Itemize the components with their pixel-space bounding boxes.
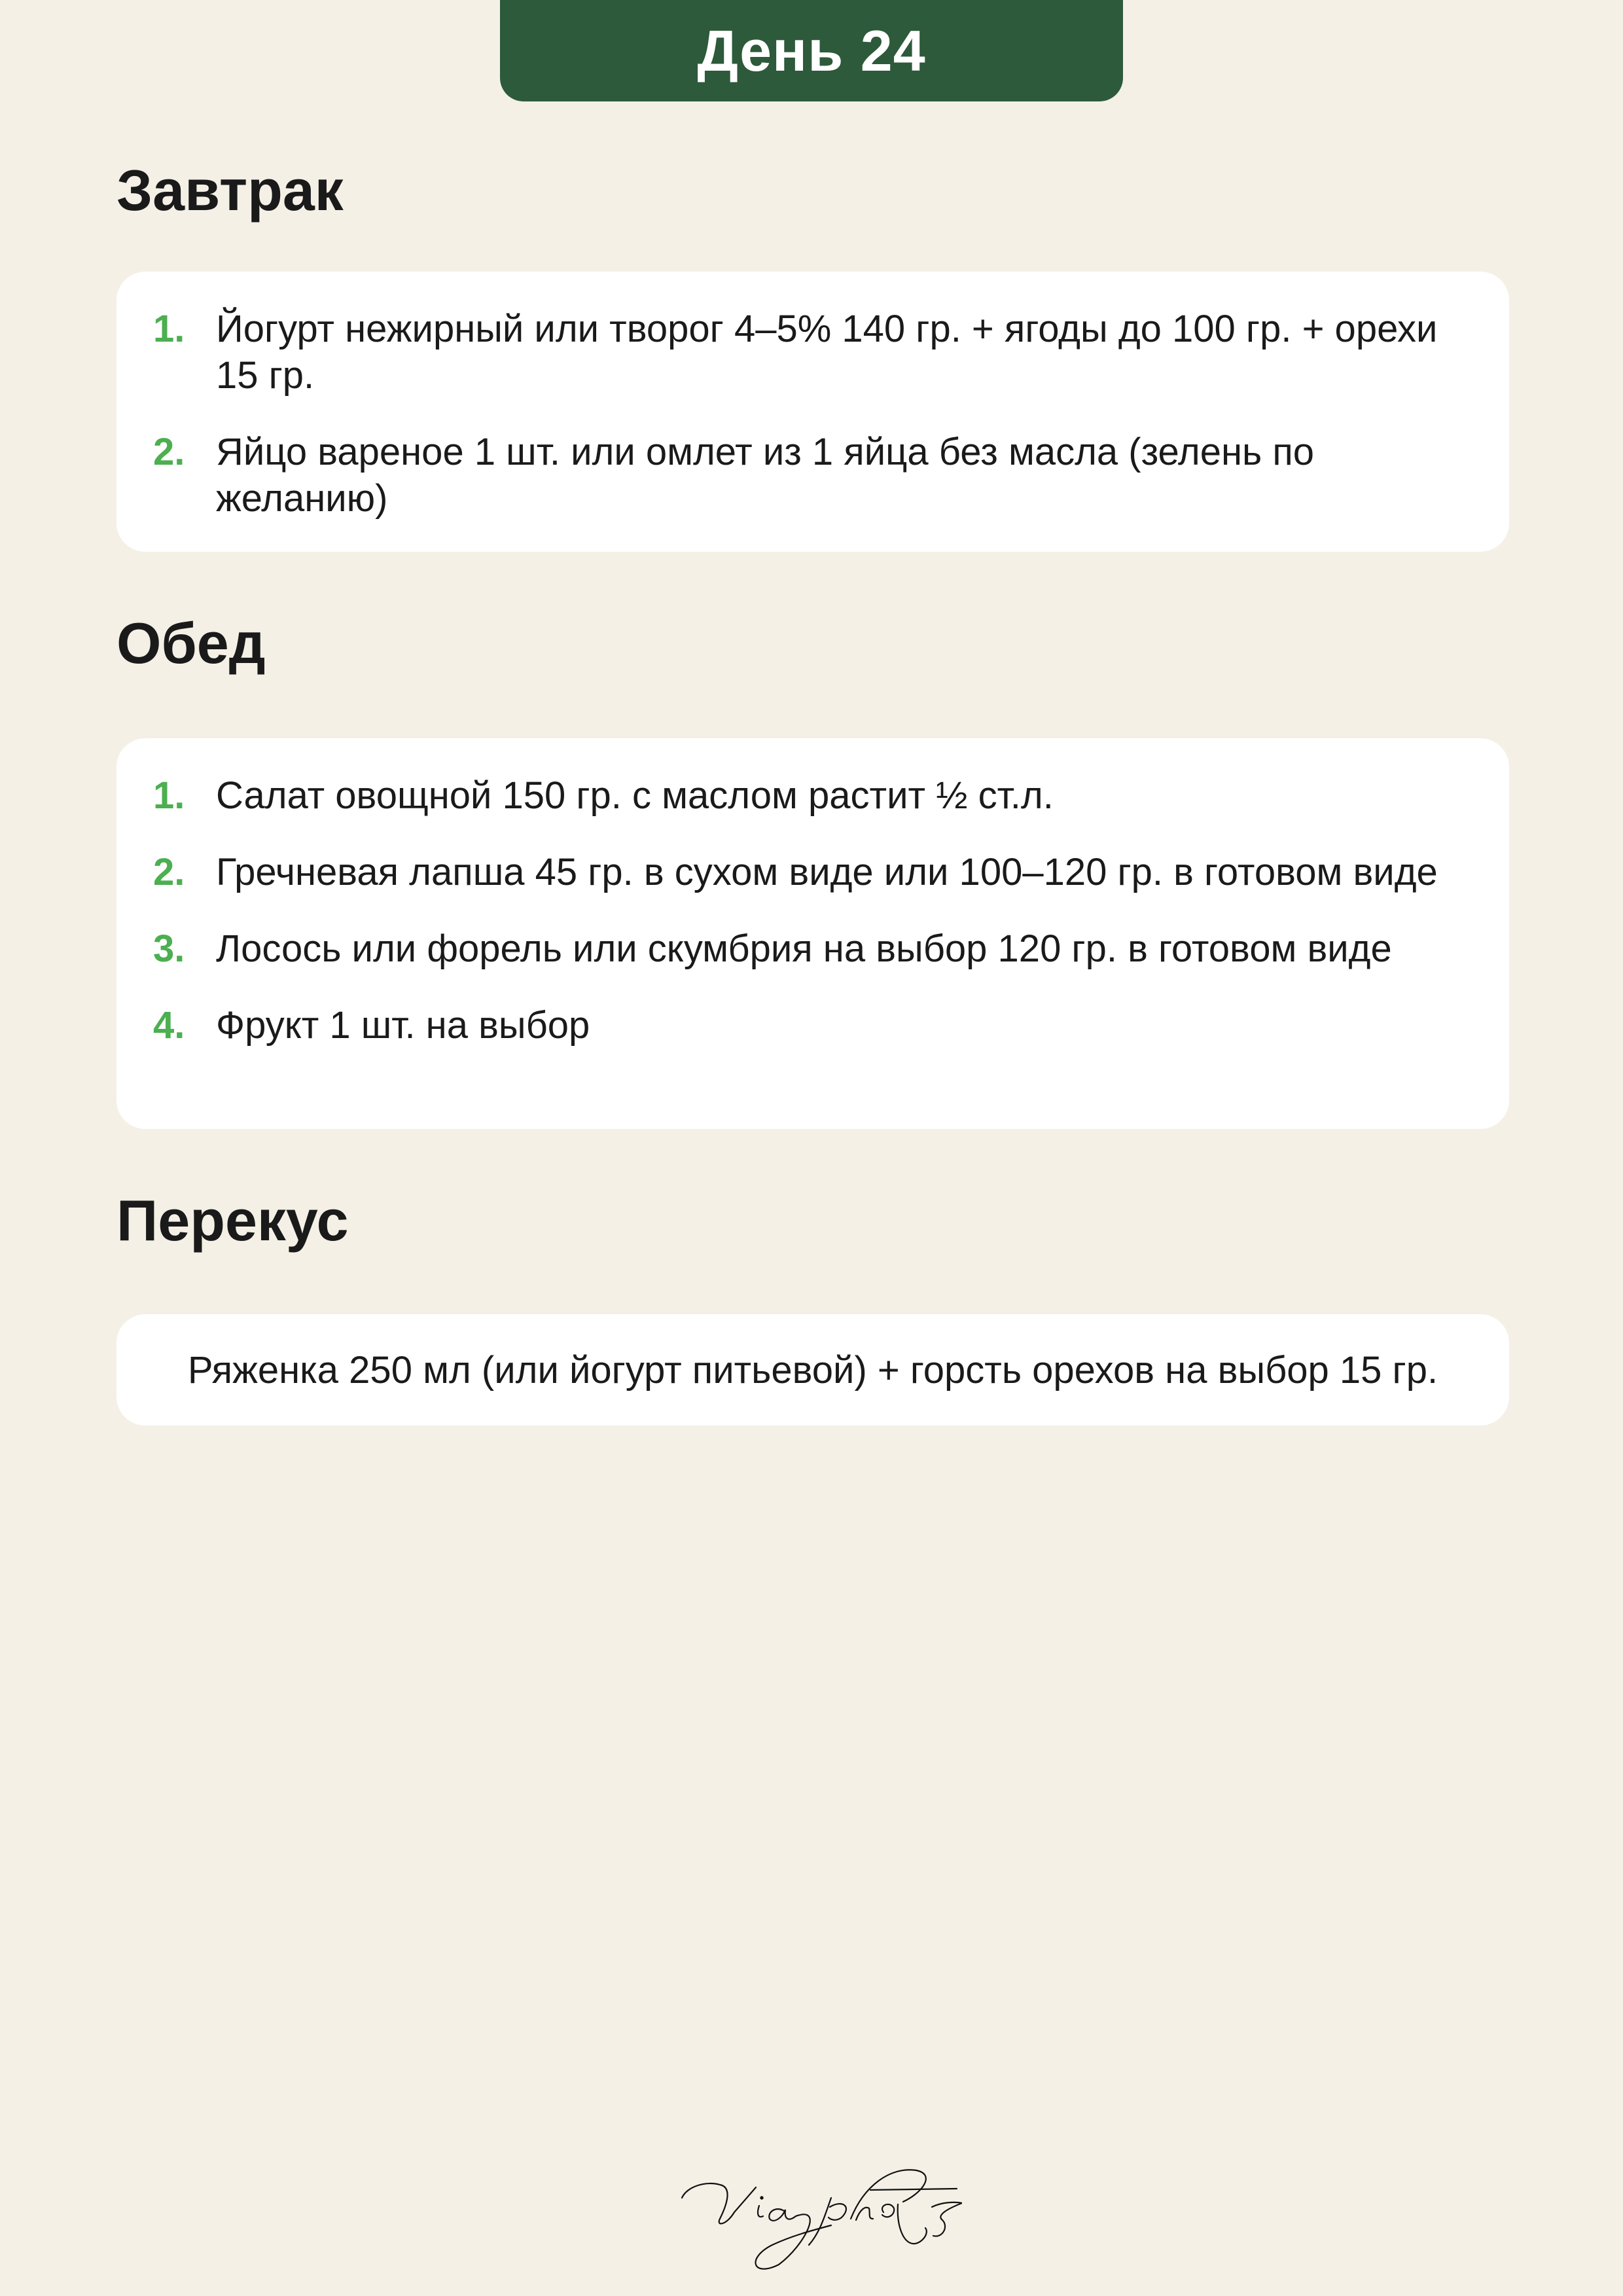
breakfast-list xyxy=(116,306,1509,522)
snack-text: Ряженка 250 мл (или йогурт питьевой) + горсть орехов на выбор 15 гр. xyxy=(187,1348,1438,1391)
breakfast-card xyxy=(116,272,1509,552)
item-number: 4. xyxy=(153,1004,185,1047)
lunch-list xyxy=(116,772,1509,1049)
day-badge xyxy=(500,0,1123,101)
section-title-snack: Перекус xyxy=(116,1188,349,1253)
item-number: 1. xyxy=(153,774,185,817)
item-text: Салат овощной 150 гр. с маслом растит ½ ст.л. xyxy=(216,774,1054,817)
item-text: Яйцо вареное 1 шт. или омлет из 1 яйца без масла (зелень по желанию) xyxy=(216,431,1315,520)
item-text: Гречневая лапша 45 гр. в сухом виде или 100–120 гр. в готовом виде xyxy=(216,851,1438,893)
list-item xyxy=(116,772,1509,819)
item-text: Лосось или форель или скумбрия на выбор 120 гр. в готовом виде xyxy=(216,927,1392,970)
lunch-card xyxy=(116,738,1509,1129)
item-number: 2. xyxy=(153,431,185,473)
item-text: Фрукт 1 шт. на выбор xyxy=(216,1004,590,1047)
item-number: 1. xyxy=(153,308,185,350)
list-item xyxy=(116,925,1509,972)
item-number: 3. xyxy=(153,927,185,970)
day-label: День 24 xyxy=(697,18,926,83)
signature-logo-icon xyxy=(674,2147,962,2271)
snack-card xyxy=(116,1314,1509,1426)
list-item xyxy=(116,849,1509,895)
section-title-lunch: Обед xyxy=(116,611,266,675)
list-item xyxy=(116,306,1509,399)
list-item xyxy=(116,429,1509,522)
item-number: 2. xyxy=(153,851,185,893)
item-text: Йогурт нежирный или творог 4–5% 140 гр. + ягоды до 100 гр. + орехи 15 гр. xyxy=(216,308,1438,397)
list-item xyxy=(116,1002,1509,1049)
section-title-breakfast: Завтрак xyxy=(116,158,344,223)
